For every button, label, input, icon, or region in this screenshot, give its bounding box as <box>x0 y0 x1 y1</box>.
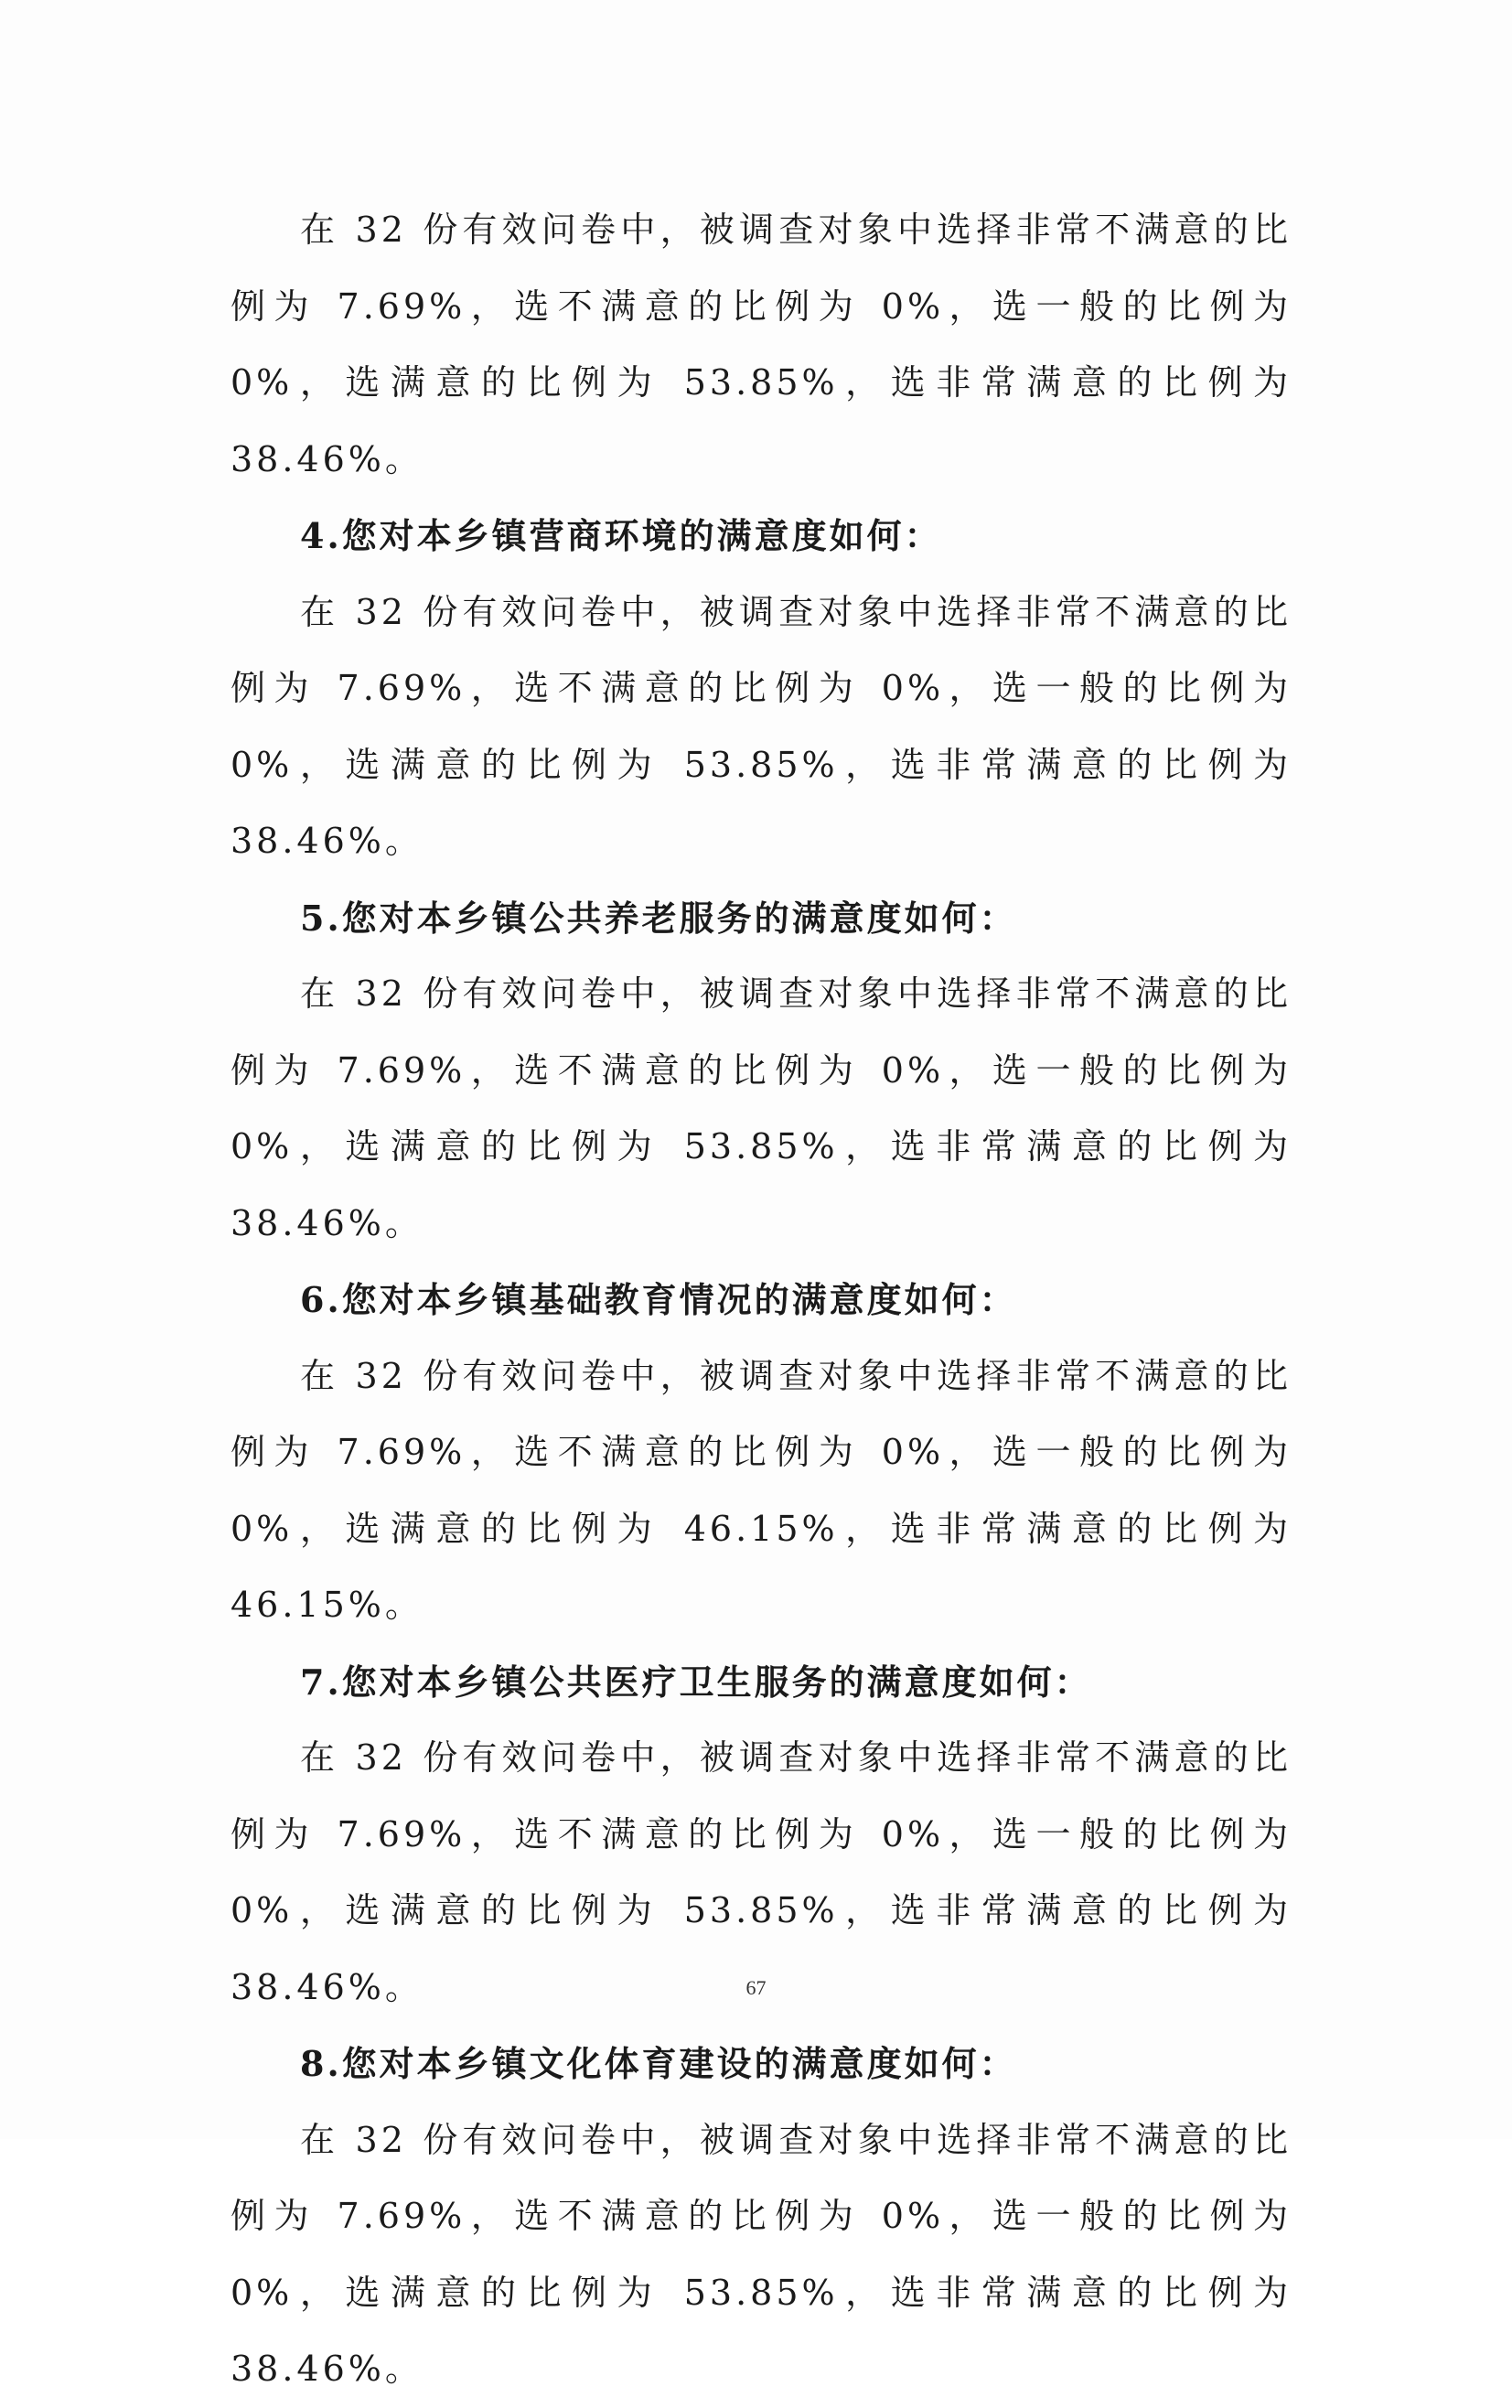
page-body <box>231 192 1292 2408</box>
question-heading: 7.您对本乡镇公共医疗卫生服务的满意度如何： <box>300 1661 1092 1703</box>
paragraph-survey-result: 在 32 份有效问卷中，被调查对象中选择非常不满意的比例为 7.69%，选不满意的比例为 0%，选一般的比例为 0%，选满意的比例为 53.85%，选非常满意的比例为 38.46%。 <box>231 210 1292 479</box>
paragraph-survey-result: 在 32 份有效问卷中，被调查对象中选择非常不满意的比例为 7.69%，选不满意的比例为 0%，选一般的比例为 0%，选满意的比例为 53.85%，选非常满意的比例为 38.46%。 <box>231 2119 1292 2389</box>
paragraph-survey-result: 在 32 份有效问卷中，被调查对象中选择非常不满意的比例为 7.69%，选不满意的比例为 0%，选一般的比例为 0%，选满意的比例为 53.85%，选非常满意的比例为 38.46%。 <box>231 1737 1292 2007</box>
paragraph-survey-result: 在 32 份有效问卷中，被调查对象中选择非常不满意的比例为 7.69%，选不满意的比例为 0%，选一般的比例为 0%，选满意的比例为 53.85%，选非常满意的比例为 38.46%。 <box>231 591 1292 861</box>
question-heading: 4.您对本乡镇营商环境的满意度如何： <box>300 515 942 556</box>
question-heading: 8.您对本乡镇文化体育建设的满意度如何： <box>300 2043 1017 2084</box>
page-number: 67 <box>745 1976 767 1999</box>
question-heading: 5.您对本乡镇公共养老服务的满意度如何： <box>300 897 1017 939</box>
paragraph-survey-result: 在 32 份有效问卷中，被调查对象中选择非常不满意的比例为 7.69%，选不满意的比例为 0%，选一般的比例为 0%，选满意的比例为 46.15%，选非常满意的比例为 46.15%。 <box>231 1355 1292 1625</box>
question-heading: 6.您对本乡镇基础教育情况的满意度如何： <box>300 1279 1017 1320</box>
paragraph-survey-result: 在 32 份有效问卷中，被调查对象中选择非常不满意的比例为 7.69%，选不满意的比例为 0%，选一般的比例为 0%，选满意的比例为 53.85%，选非常满意的比例为 38.46%。 <box>231 973 1292 1243</box>
